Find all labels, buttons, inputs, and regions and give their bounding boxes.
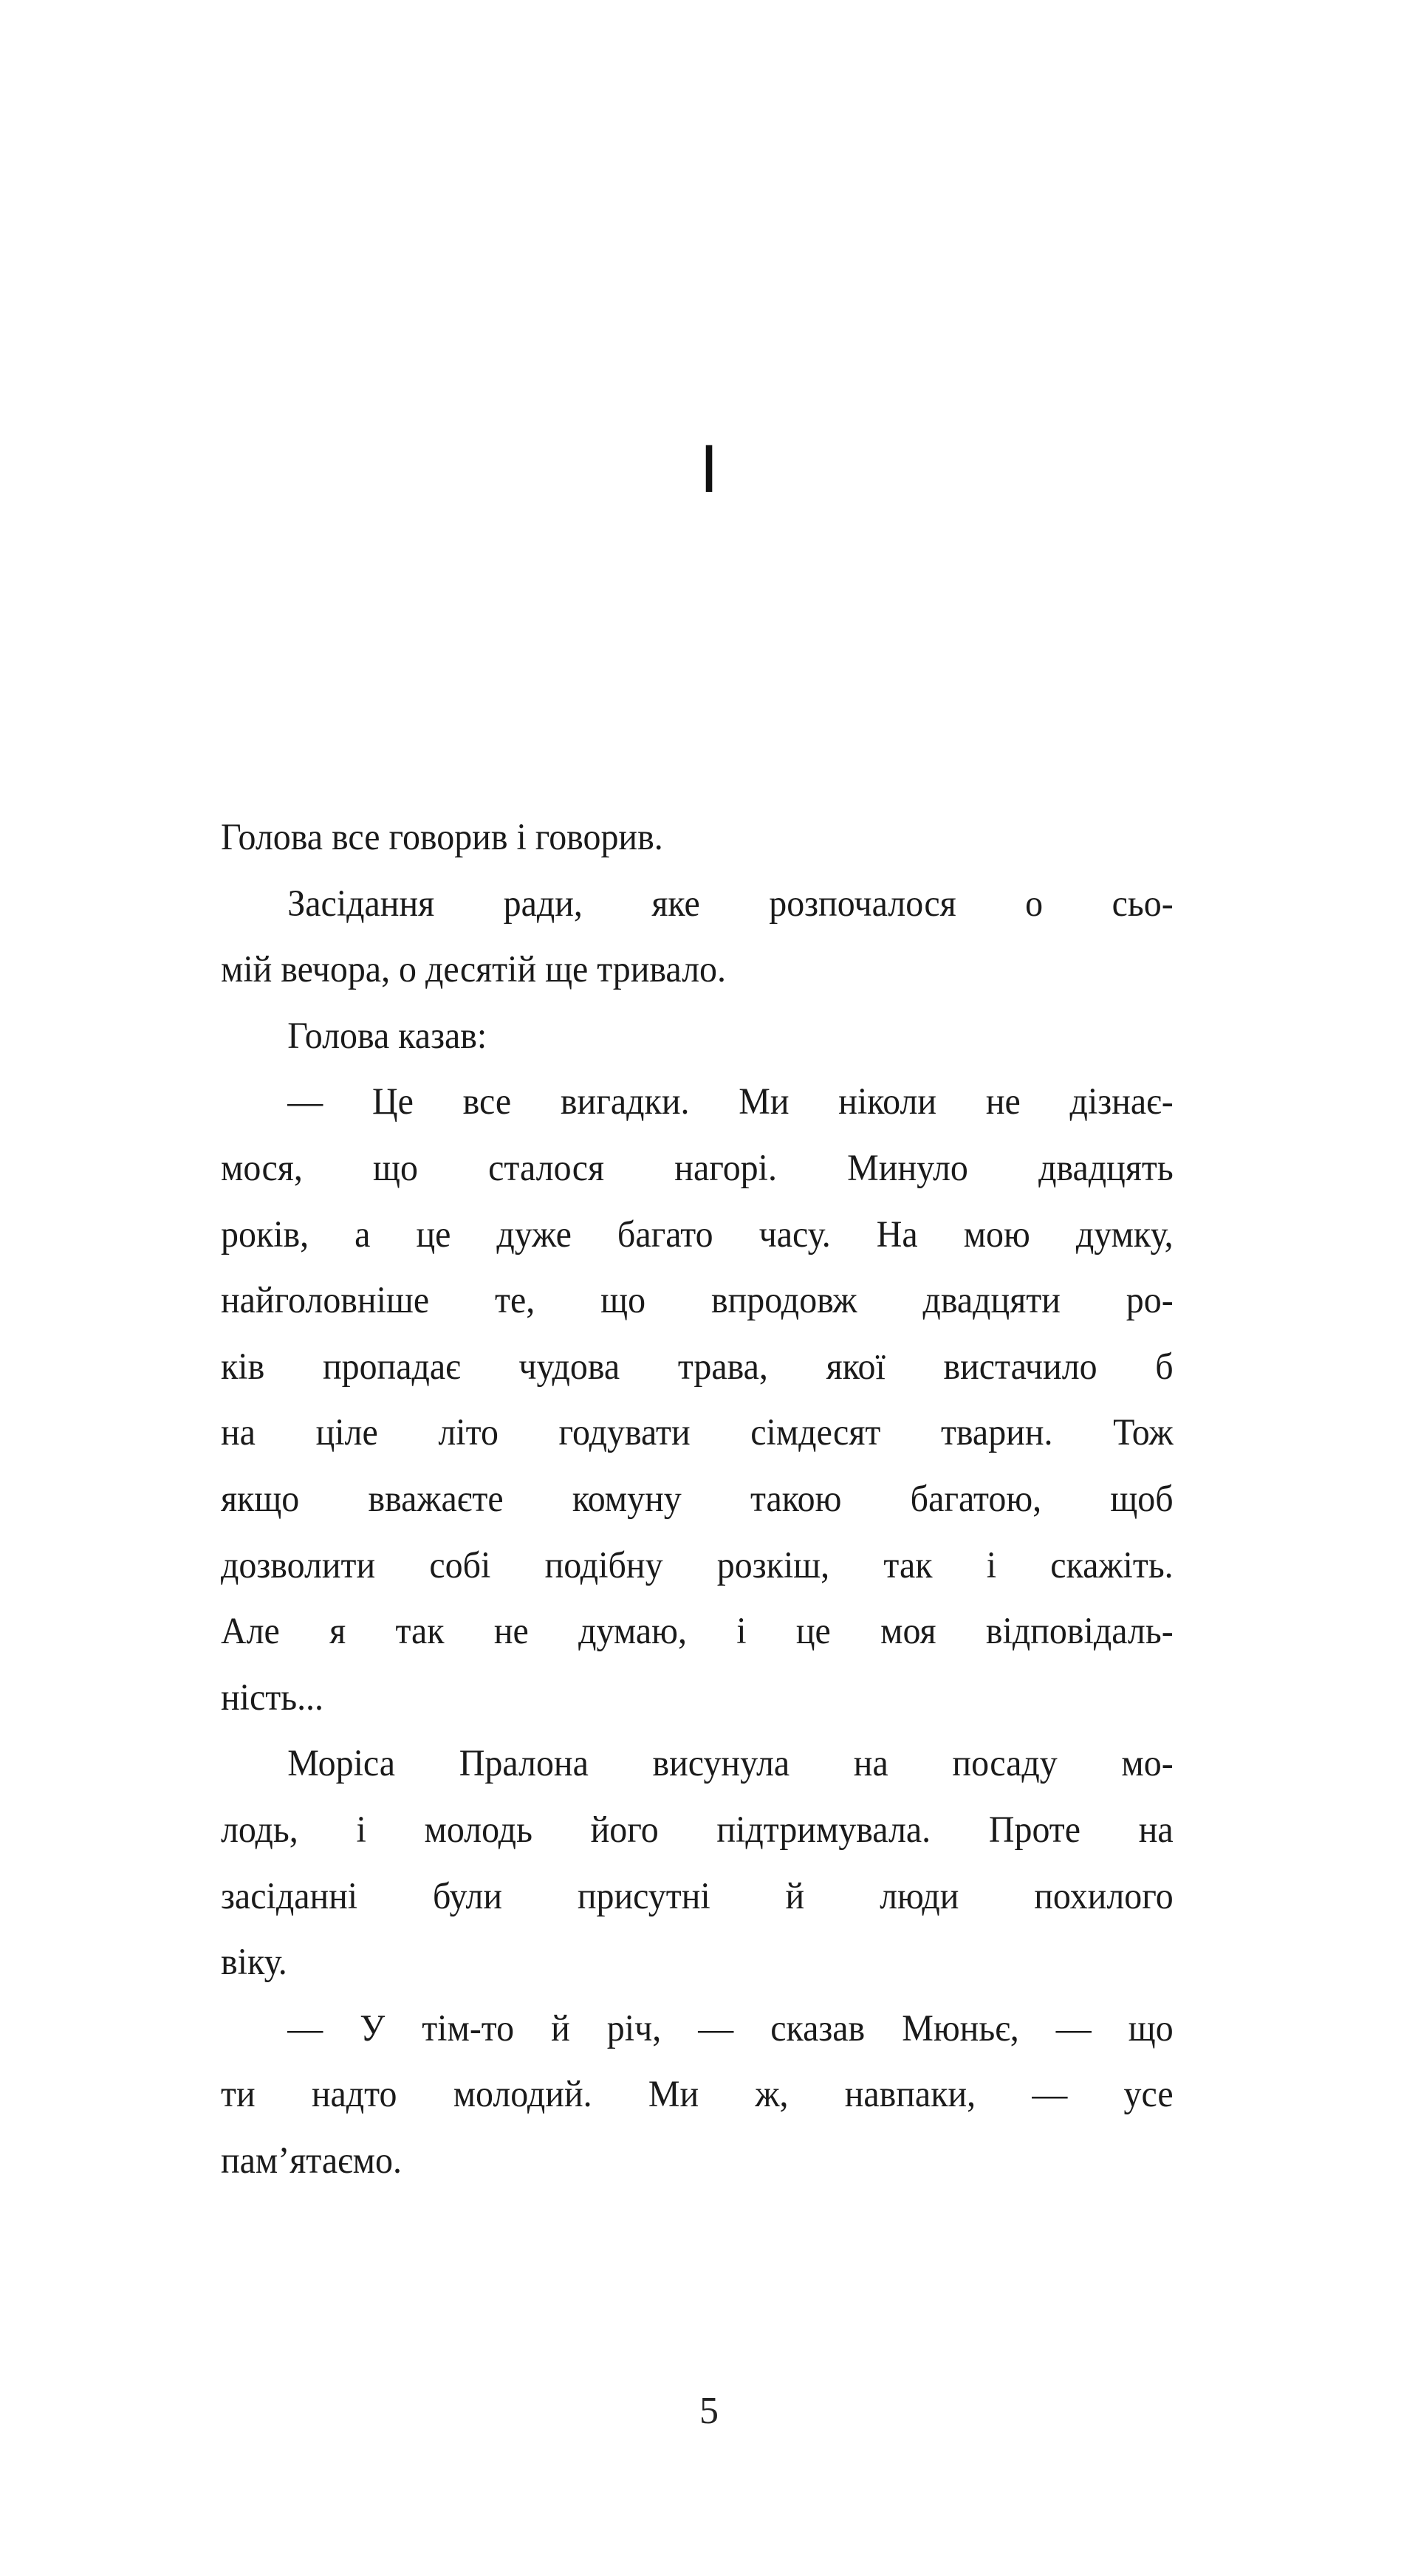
text-line: мося, що сталося нагорі. Минуло двадцять xyxy=(221,1147,1174,1189)
text-line: засіданні були присутні й люди похилого xyxy=(221,1875,1174,1917)
text-line: Голова все говорив і говорив. xyxy=(221,817,663,858)
text-line: найголовніше те, що впродовж двадцяти ро- xyxy=(221,1280,1174,1322)
text-line: пам’ятаємо. xyxy=(221,2140,402,2182)
text-line: ти надто молодий. Ми ж, навпаки, — усе xyxy=(221,2074,1174,2116)
text-line: Засідання ради, яке розпочалося о сьо- xyxy=(287,883,1174,925)
text-line: віку. xyxy=(221,1942,287,1984)
body-text xyxy=(221,805,1174,2194)
text-line: на ціле літо годувати сімдесят тварин. Тож xyxy=(221,1412,1174,1454)
text-line: Але я так не думаю, і це моя відповідаль- xyxy=(221,1611,1174,1653)
text-line: лодь, і молодь його підтримувала. Проте на xyxy=(221,1809,1174,1851)
text-line: Моріса Пралона висунула на посаду мо- xyxy=(287,1743,1174,1785)
text-line: якщо вважаєте комуну такою багатою, щоб xyxy=(221,1478,1174,1520)
text-line: дозволити собі подібну розкіш, так і скажіть. xyxy=(221,1544,1174,1586)
text-line: років, а це дуже багато часу. На мою думку, xyxy=(221,1213,1174,1256)
text-line: мій вечора, о десятій ще тривало. xyxy=(221,949,727,991)
text-line: ність... xyxy=(221,1676,324,1719)
text-line: ків пропадає чудова трава, якої вистачило б xyxy=(221,1346,1174,1388)
text-line: — Це все вигадки. Ми ніколи не дізнає- xyxy=(287,1081,1174,1123)
page-number: 5 xyxy=(699,2390,719,2432)
text-line: Голова казав: xyxy=(287,1015,487,1057)
text-line: — У тім-то й річ, — сказав Мюньє, — що xyxy=(287,2007,1174,2049)
chapter-heading: I xyxy=(699,431,719,507)
